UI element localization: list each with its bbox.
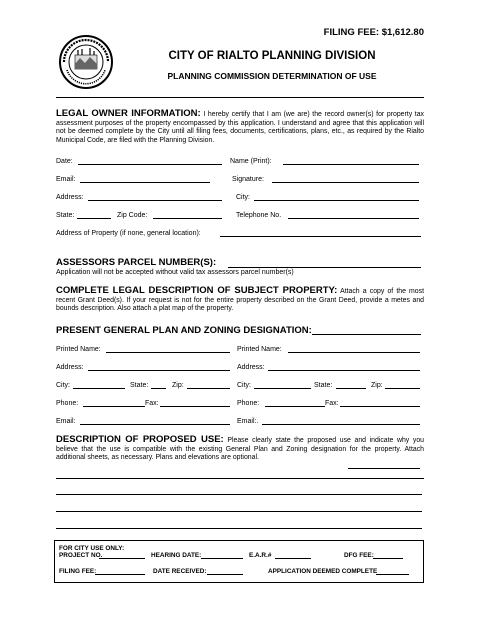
date-received-field[interactable] — [207, 574, 243, 575]
address-field[interactable] — [88, 200, 222, 201]
printed-name-label-2: Printed Name: — [237, 346, 282, 353]
general-plan-field[interactable] — [312, 334, 421, 335]
gp-zip-field-1[interactable] — [187, 388, 230, 389]
gp-address-field-2[interactable] — [268, 370, 420, 371]
proposed-use-line-1[interactable] — [56, 494, 422, 495]
gp-address-label-1: Address: — [56, 364, 84, 371]
gp-city-field-1[interactable] — [73, 388, 125, 389]
gp-email-field-1[interactable] — [80, 424, 230, 425]
gp-zip-field-2[interactable] — [385, 388, 420, 389]
hearing-date-field[interactable] — [201, 558, 243, 559]
header-divider — [56, 97, 424, 98]
city-filing-fee-field[interactable] — [95, 574, 145, 575]
gp-email-label-2: Email:. — [237, 418, 259, 425]
legal-description-text: Attach a copy of the most recent Grant Deed(s). If your request is not for the entire property described on the Grant Deed, provide a metes and bounds description. Also attach a plat map of the property. — [56, 288, 424, 313]
gp-address-label-2: Address: — [237, 364, 265, 371]
property-address-label: Address of Property (if none, general location): — [56, 230, 201, 237]
name-print-field[interactable] — [283, 164, 419, 165]
gp-fax-field-1[interactable] — [160, 406, 230, 407]
legal-description-heading: COMPLETE LEGAL DESCRIPTION OF SUBJECT PROPERTY: — [56, 285, 338, 296]
page-title: CITY OF RIALTO PLANNING DIVISION — [168, 50, 376, 62]
proposed-use-paragraph — [56, 436, 424, 463]
printed-name-field-2[interactable] — [288, 352, 420, 353]
city-use-box — [54, 540, 424, 583]
telephone-label: Telephone No. — [236, 212, 282, 219]
proposed-use-divider — [56, 478, 424, 479]
gp-email-label-1: Email: — [56, 418, 76, 425]
gp-fax-field-2[interactable] — [340, 406, 420, 407]
date-field[interactable] — [78, 164, 222, 165]
assessors-heading: ASSESSORS PARCEL NUMBER(S): — [56, 257, 217, 268]
address-label: Address: — [56, 194, 84, 201]
proposed-use-line-2[interactable] — [56, 511, 422, 512]
email-field[interactable] — [80, 182, 210, 183]
telephone-field[interactable] — [288, 218, 419, 219]
city-use-title: FOR CITY USE ONLY: — [59, 545, 125, 552]
gp-state-field-2[interactable] — [336, 388, 366, 389]
city-field[interactable] — [254, 200, 419, 201]
ear-field[interactable] — [275, 558, 311, 559]
gp-email-field-2[interactable] — [262, 424, 420, 425]
state-label: State: — [56, 212, 75, 219]
gp-phone-label-1: Phone: — [56, 400, 79, 407]
gp-phone-label-2: Phone: — [237, 400, 260, 407]
city-filing-fee-label: FILING FEE: — [59, 568, 97, 575]
city-seal — [58, 34, 114, 90]
dfg-fee-label: DFG FEE: — [344, 552, 374, 559]
ear-label: E.A.R.# — [249, 552, 272, 559]
filing-fee: FILING FEE: $1,612.80 — [323, 27, 424, 38]
deemed-complete-label: APPLICATION DEEMED COMPLETE — [268, 568, 378, 575]
date-label: Date: — [56, 158, 73, 165]
city-seal-icon — [58, 34, 114, 90]
proposed-use-heading: DESCRIPTION OF PROPOSED USE: — [56, 434, 224, 445]
gp-fax-label-1: Fax: — [145, 400, 159, 407]
dfg-fee-field[interactable] — [373, 558, 403, 559]
property-address-field[interactable] — [220, 236, 421, 237]
signature-field[interactable] — [272, 182, 419, 183]
proposed-use-inline-field[interactable] — [348, 468, 420, 469]
printed-name-field-1[interactable] — [106, 352, 230, 353]
assessors-note: Application will not be accepted without valid tax assessors parcel number(s) — [56, 269, 294, 276]
gp-phone-field-2[interactable] — [265, 406, 325, 407]
gp-phone-field-1[interactable] — [83, 406, 145, 407]
gp-city-label-1: City: — [56, 382, 70, 389]
page-subtitle: PLANNING COMMISSION DETERMINATION OF USE — [167, 71, 377, 81]
project-no-label: PROJECT NO. — [59, 552, 103, 559]
gp-zip-label-1: Zip: — [172, 382, 184, 389]
gp-fax-label-2: Fax: — [325, 400, 339, 407]
zip-code-label: Zip Code: — [117, 212, 148, 219]
general-plan-heading: PRESENT GENERAL PLAN AND ZONING DESIGNATION: — [56, 325, 312, 336]
gp-address-field-1[interactable] — [88, 370, 230, 371]
gp-state-label-2: State: — [314, 382, 333, 389]
legal-owner-text: I hereby certify that I am (we are) the record owner(s) for property tax assessment purposes of the property encompassed by this application. I understand and agree that this application will not be deemed complete by the City until all filing fees, documents, certifications, plans, etc., as required by the Rialto Municipal Code, are filed with the Planning Division. — [56, 111, 424, 144]
hearing-date-label: HEARING DATE: — [151, 552, 202, 559]
proposed-use-text: Please clearly state the proposed use and indicate why you believe that the use is compatible with the existing General Plan and Zoning designation for the property. Attach additional sheets, as necessary. Plans and elevations are optional. — [56, 437, 424, 462]
zip-code-field[interactable] — [153, 218, 222, 219]
gp-zip-label-2: Zip: — [371, 382, 383, 389]
legal-owner-paragraph — [56, 110, 424, 145]
name-print-label: Name (Print): — [230, 158, 272, 165]
gp-state-field-1[interactable] — [151, 388, 166, 389]
printed-name-label-1: Printed Name: — [56, 346, 101, 353]
gp-state-label-1: State: — [130, 382, 149, 389]
city-label: City: — [236, 194, 250, 201]
project-no-field[interactable] — [99, 558, 145, 559]
legal-owner-heading: LEGAL OWNER INFORMATION: — [56, 108, 201, 119]
gp-city-field-2[interactable] — [254, 388, 311, 389]
legal-description-paragraph — [56, 287, 424, 314]
signature-label: Signature: — [232, 176, 264, 183]
email-label: Email: — [56, 176, 76, 183]
gp-city-label-2: City: — [237, 382, 251, 389]
deemed-complete-field[interactable] — [376, 574, 409, 575]
date-received-label: DATE RECEIVED: — [153, 568, 207, 575]
state-field[interactable] — [77, 218, 111, 219]
proposed-use-line-3[interactable] — [56, 528, 422, 529]
